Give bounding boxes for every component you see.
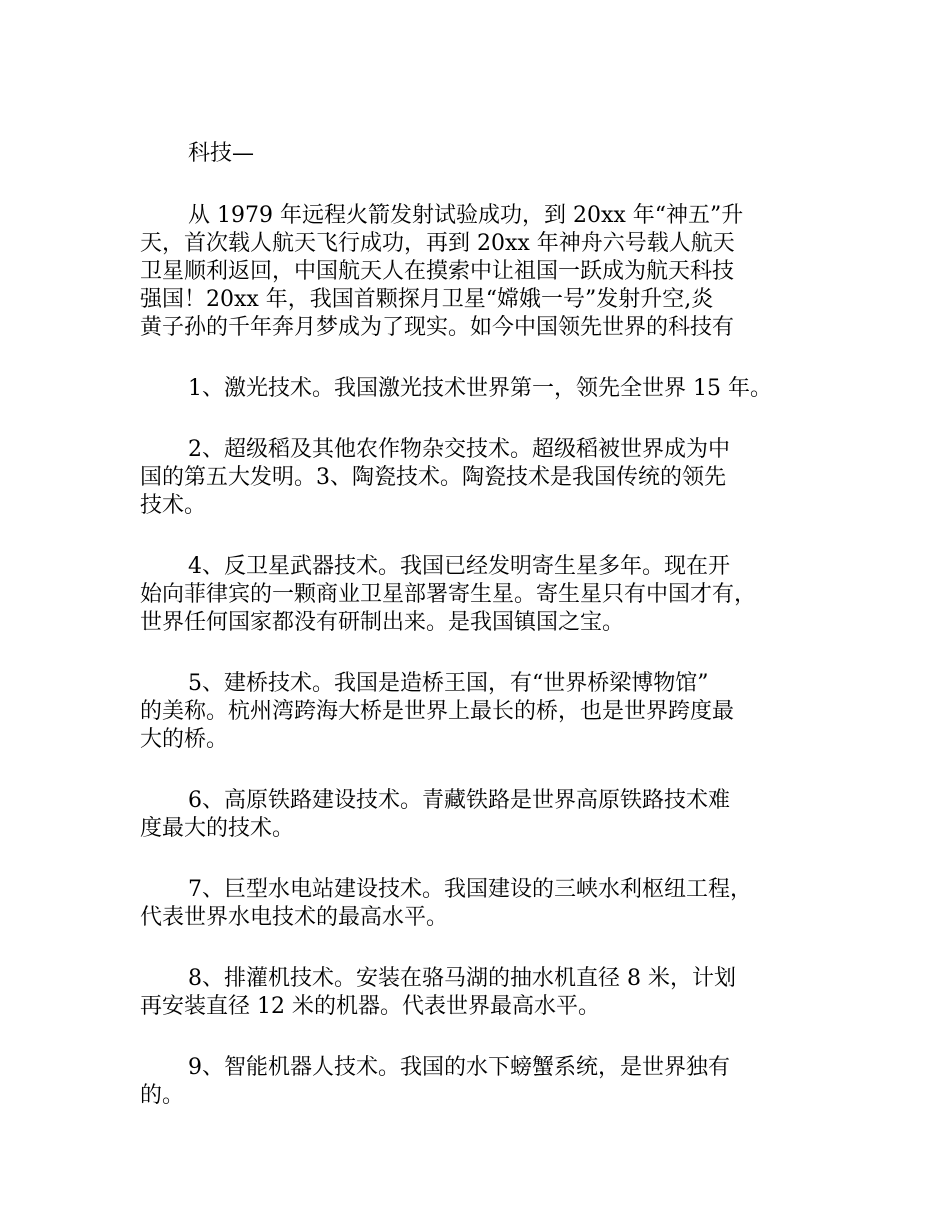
- paragraph-item-5-bridge: 5、建桥技术。我国是造桥王国，有“世界桥梁博物馆” 的美称。杭州湾跨海大桥是世界上最长的桥，也是世界跨度最 大的桥。: [140, 671, 735, 752]
- document-title: 科技—: [188, 141, 255, 166]
- paragraph-intro: 从 1979 年远程火箭发射试验成功，到 20xx 年“神五”升 天，首次载人航天飞行成功，再到 20xx 年神舟六号载人航天 卫星顺利返回，中国航天人在摸索中让祖国一跃成为航天科技 强国！20xx 年，我国首颗探月卫星“嫦娥一号”发射升空,炎 黄子孙的千年奔月梦成为了现实。如今中国领先世界的科技有: [140, 203, 744, 340]
- document-body: [140, 140, 830, 1143]
- paragraph-item-2-3-rice-ceramics: 2、超级稻及其他农作物杂交技术。超级稻被世界成为中 国的第五大发明。3、陶瓷技术。陶瓷技术是我国传统的领先 技术。: [140, 437, 730, 518]
- paragraph-item-8-pump: 8、排灌机技术。安装在骆马湖的抽水机直径 8 米，计划 再安装直径 12 米的机器。代表世界最高水平。: [140, 966, 736, 1019]
- paragraph-item-1-laser: 1、激光技术。我国激光技术世界第一，领先全世界 15 年。: [188, 376, 772, 401]
- paragraph-item-4-anti-satellite: 4、反卫星武器技术。我国已经发明寄生星多年。现在开 始向菲律宾的一颗商业卫星部署寄生星。寄生星只有中国才有， 世界任何国家都没有研制出来。是我国镇国之宝。: [140, 554, 757, 635]
- paragraph-item-7-hydropower: 7、巨型水电站建设技术。我国建设的三峡水利枢纽工程， 代表世界水电技术的最高水平。: [140, 877, 752, 930]
- paragraph-item-9-robot: 9、智能机器人技术。我国的水下螃蟹系统，是世界独有 的。: [140, 1055, 730, 1108]
- paragraph-item-6-plateau-railway: 6、高原铁路建设技术。青藏铁路是世界高原铁路技术难 度最大的技术。: [140, 788, 730, 841]
